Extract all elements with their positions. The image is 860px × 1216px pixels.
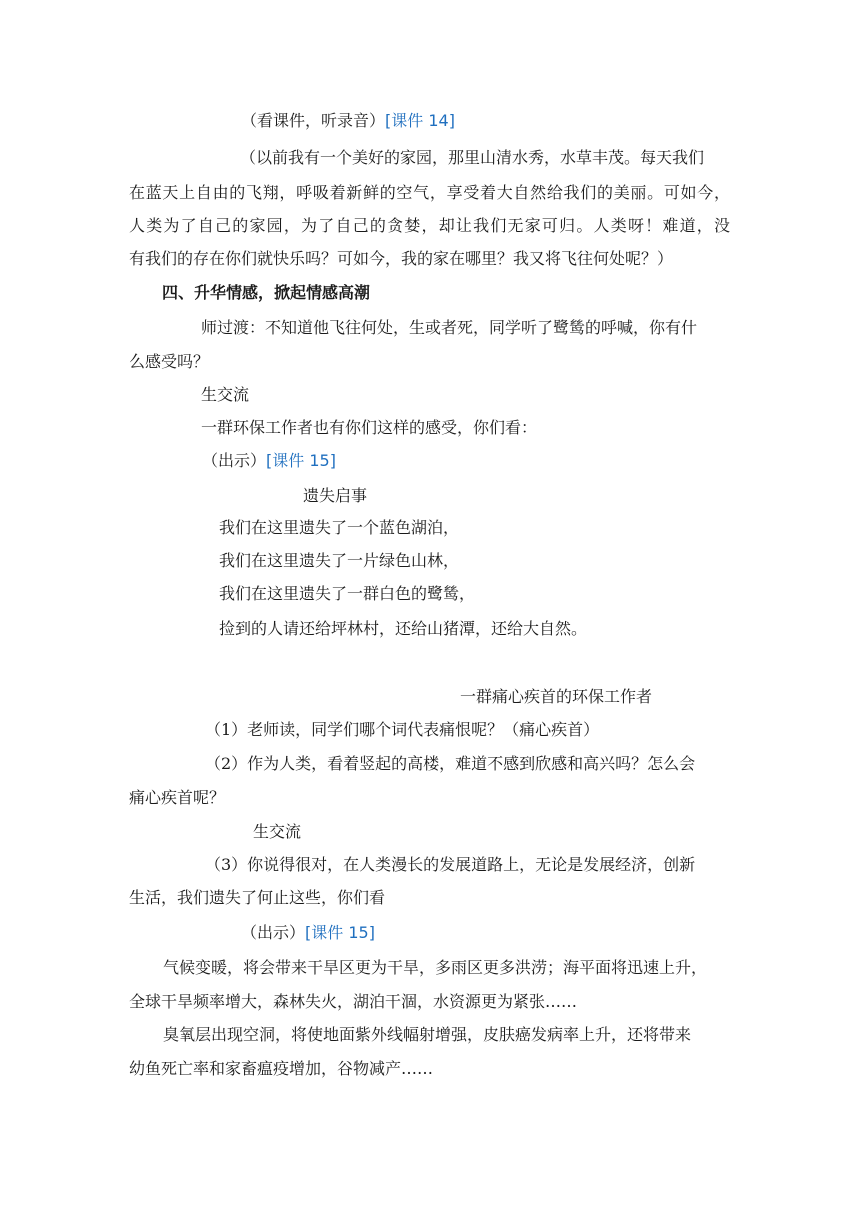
teacher-transition-line-1: 师过渡：不知道他飞往何处，生或者死，同学听了鹭鸶的呼喊，你有什 (201, 318, 698, 337)
courseware-15-link-1[interactable]: [课件 15] (266, 451, 336, 470)
lost-notice-line-3: 我们在这里遗失了一群白色的鹭鸶， (219, 584, 476, 603)
question-3-line-1: （3）你说得很对，在人类漫长的发展道路上，无论是发展经济，创新 (205, 855, 696, 874)
climate-paragraph-line-2: 全球干旱频率增大，森林失火，湖泊干涸，水资源更为紧张…… (129, 992, 578, 1011)
teacher-transition-line-2: 么感受吗？ (129, 352, 210, 371)
egret-monologue-line-3: 人类为了自己的家园，为了自己的贪婪，却让我们无家可归。人类呀！难道，没 (129, 216, 730, 235)
lost-notice-title: 遗失启事 (303, 486, 368, 505)
ozone-paragraph-line-1: 臭氧层出现空洞，将使地面紫外线幅射增强，皮肤癌发病率上升，还将带来 (163, 1025, 692, 1044)
show-courseware-15-line-1 (202, 451, 336, 471)
show-label-2: （出示） (241, 923, 306, 942)
courseware-14-line (241, 111, 455, 131)
ozone-paragraph-line-2: 幼鱼死亡率和家畜瘟疫增加，谷物减产…… (129, 1059, 434, 1078)
instruction-text: （看课件，听录音） (241, 111, 386, 130)
lost-notice-line-1: 我们在这里遗失了一个蓝色湖泊， (219, 518, 460, 537)
courseware-14-link[interactable]: [课件 14] (385, 111, 455, 130)
egret-monologue-line-1: （以前我有一个美好的家园，那里山清水秀，水草丰茂。每天我们 (240, 148, 705, 167)
transition-text: 一群环保工作者也有你们这样的感受，你们看： (201, 418, 538, 437)
show-label: （出示） (202, 451, 267, 470)
student-discussion-2: 生交流 (253, 822, 302, 841)
lost-notice-signature: 一群痛心疾首的环保工作者 (460, 687, 653, 706)
lost-notice-line-4: 捡到的人请还给坪林村，还给山猪潭，还给大自然。 (219, 619, 588, 638)
egret-monologue-line-4: 有我们的存在你们就快乐吗？可如今，我的家在哪里？我又将飞往何处呢？） (129, 249, 674, 268)
section-heading-4: 四、升华情感，掀起情感高潮 (162, 283, 371, 302)
egret-monologue-line-2: 在蓝天上自由的飞翔，呼吸着新鲜的空气，享受着大自然给我们的美丽。可如今， (129, 183, 730, 202)
question-3-line-2: 生活，我们遗失了何止这些，你们看 (129, 888, 386, 907)
courseware-15-link-2[interactable]: [课件 15] (305, 923, 375, 942)
show-courseware-15-line-2 (241, 923, 375, 943)
student-discussion-1: 生交流 (201, 385, 250, 404)
question-1: （1）老师读，同学们哪个词代表痛恨呢？（痛心疾首） (205, 720, 600, 739)
question-2-line-2: 痛心疾首呢？ (129, 788, 226, 807)
lost-notice-line-2: 我们在这里遗失了一片绿色山林， (219, 551, 460, 570)
climate-paragraph-line-1: 气候变暖，将会带来干旱区更为干旱，多雨区更多洪涝；海平面将迅速上升， (163, 958, 708, 977)
question-2-line-1: （2）作为人类，看着竖起的高楼，难道不感到欣感和高兴吗？怎么会 (205, 754, 696, 773)
